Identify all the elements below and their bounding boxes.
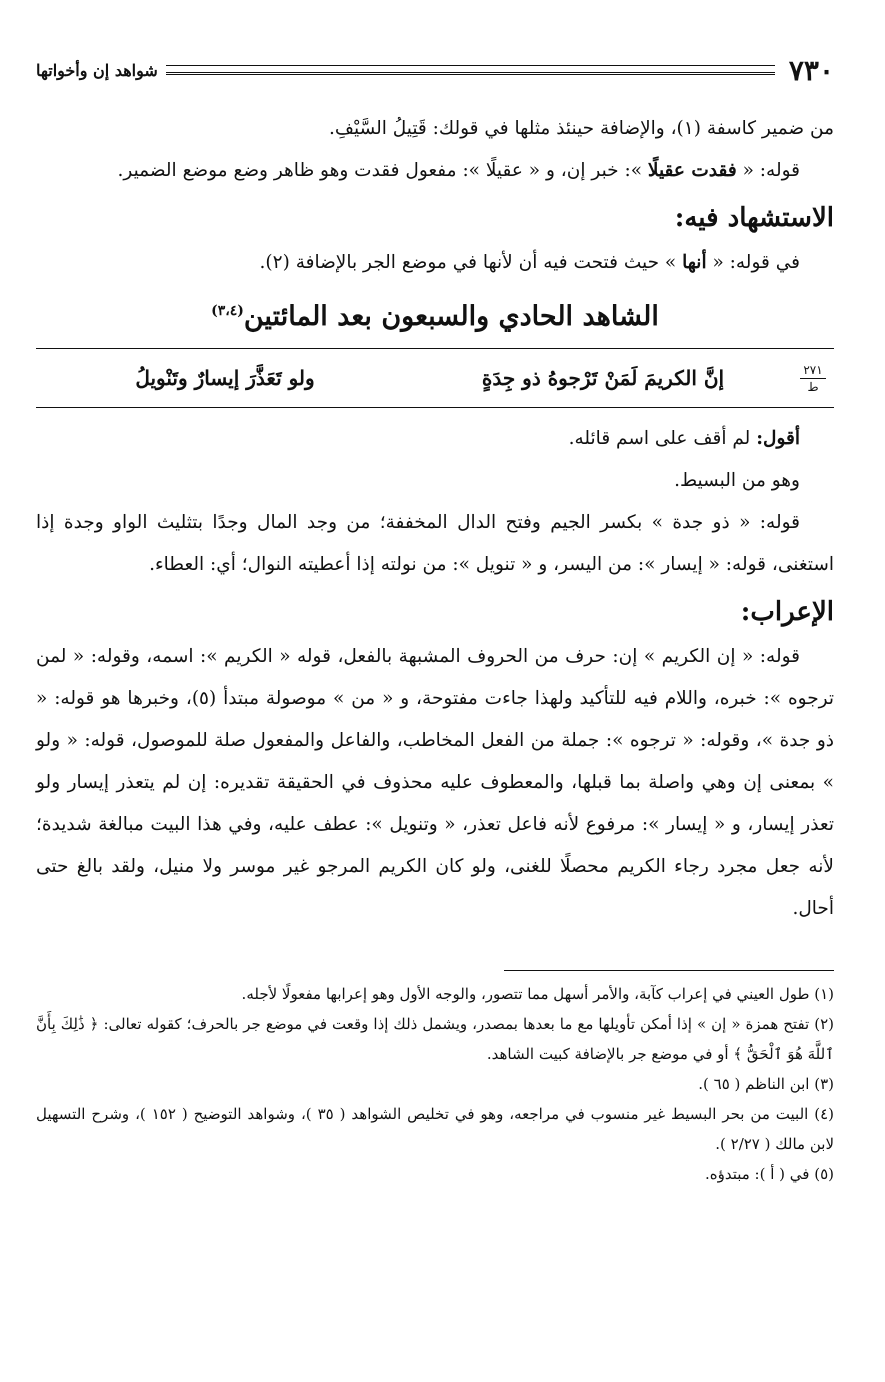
intro-paragraph: قوله: « فقدت عقيلًا »: خبر إن، و « عقيلًا »: مفعول فقدت وهو ظاهر وضع موضع الضمير. — [117, 160, 800, 181]
quoted-term: فقدت عقيلًا — [647, 160, 737, 181]
page-header — [36, 52, 834, 88]
section-title: الشاهد الحادي والسبعون بعد المائتين$^{(٣،٤)}$ — [211, 301, 659, 332]
istishhad-heading: الاستشهاد فيه: — [674, 203, 834, 233]
istishhad-text: في قوله: « أنها » حيث فتحت فيه أن لأنها في موضع الجر بالإضافة (٢). — [259, 252, 800, 273]
footnote-2: (٢) تفتح همزة « إن » إذا أمكن تأويلها مع ما بعدها بمصدر، ويشمل ذلك إذا وقعت في موضع جر بالحرف؛ كقوله تعالى: ﴿ ذَٰلِكَ بِأَنَّ ٱللَّهَ هُوَ ٱلْحَقُّ ﴾ أو في موضع جر بالإضافة كبيت الشاهد. — [36, 1015, 834, 1063]
irab-heading: الإعراب: — [740, 597, 834, 627]
section-footnote-ref: (٣،٤) — [211, 303, 244, 319]
verse-number: ٢٧١ ط — [792, 363, 834, 394]
meter-line: وهو من البسيط. — [674, 470, 800, 491]
footnote-5: (٥) في ( أ ): مبتدؤه. — [704, 1165, 834, 1183]
irab-paragraph: قوله: « إن الكريم » إن: حرف من الحروف المشبهة بالفعل، قوله « الكريم »: اسمه، وقوله: « لمن ترجوه »: خبره، واللام فيه للتأكيد ولهذا جاءت مفتوحة، و « من » موصولة مبتدأ (٥)، وخبرها هو قوله: « ذو جدة »، وقوله: « ترجوه »: جملة من الفعل المخاطب، والفاعل والمفعول صلة للموصول، قوله: « ولو » بمعنى إن وهي واصلة بما قبلها، والمعطوف عليه محذوف في الحقيقة تقديره: إن لم يتعذر إيسار ولو تعذر إيسار، و « إيسار »: مرفوع لأنه فاعل تعذر، « وتنويل »: عطف عليه، وفي هذا البيت مبالغة شديدة؛ لأنه جعل مجرد رجاء الكريم محصلًا للغنى، ولو كان الكريم المرجو غير موسر ولا منيل، ولقد بالغ حتى أحال. — [36, 646, 834, 919]
page-number: ٧٣٠ — [788, 53, 834, 87]
verse-box — [36, 348, 834, 408]
aqul-line: أقول: لم أقف على اسم قائله. — [568, 428, 800, 449]
intro-line: من ضمير كاسفة (١)، والإضافة حينئذ مثلها في قولك: قَتِيلُ السَّيْفِ. — [328, 118, 834, 139]
vocab-paragraph: قوله: « ذو جدة » بكسر الجيم وفتح الدال المخففة؛ من وجد المال وجدًا بتثليث الواو وجدة إذا استغنى، قوله: « إيسار »: من اليسر، و « تنويل »: من نولته إذا أعطيته النوال؛ أي: العطاء. — [36, 512, 834, 575]
footnote-4: (٤) البيت من بحر البسيط غير منسوب في مراجعه، وهو في تخليص الشواهد ( ٣٥ )، وشواهد التوضيح ( ١٥٢ )، وشرح التسهيل لابن مالك ( ٢/٢٧ ). — [36, 1105, 835, 1153]
commentary — [36, 418, 834, 586]
second-hemistich: ولو تَعَذَّرَ إيسارٌ وتَنْويلُ — [135, 366, 315, 390]
footnote-3: (٣) ابن الناظم ( ٦٥ ). — [698, 1075, 834, 1093]
book-page — [36, 52, 834, 1189]
running-title: شواهد إن وأخواتها — [36, 60, 158, 80]
first-hemistich: إنَّ الكريمَ لَمَنْ تَرْجوهُ ذو جِدَةٍ — [481, 366, 725, 390]
footnote-1: (١) طول العيني في إعراب كآبة، والأمر أسهل مما تتصور، والوجه الأول وهو إعرابها مفعولًا لأجله. — [241, 985, 834, 1003]
footnotes — [36, 979, 834, 1189]
header-rule — [166, 65, 775, 75]
footnote-divider — [504, 970, 834, 971]
